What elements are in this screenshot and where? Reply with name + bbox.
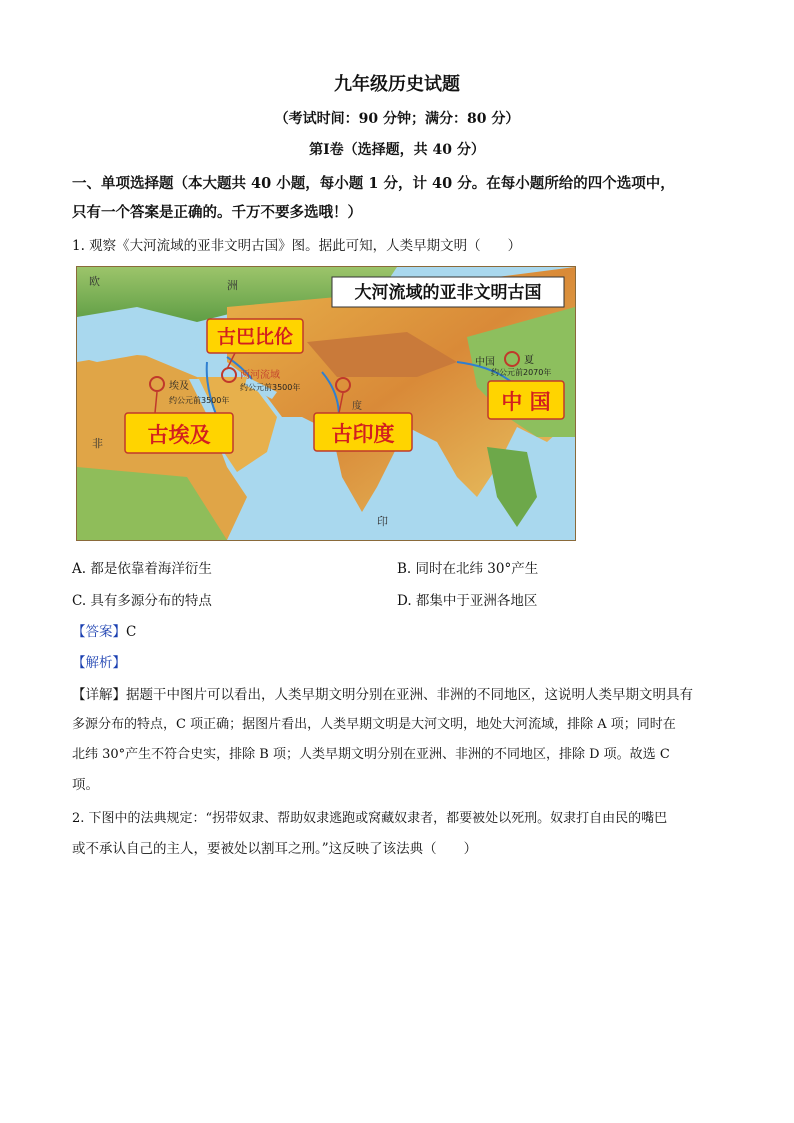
option-d: D. 都集中于亚洲各地区	[397, 593, 538, 609]
exam-info: （考试时间：90 分钟；满分：80 分）	[274, 111, 520, 127]
page-title: 九年级历史试题	[334, 74, 460, 95]
detail-line-4: 项。	[72, 777, 99, 793]
option-b: B. 同时在北纬 30°产生	[397, 561, 539, 577]
europe-label: 欧	[89, 275, 100, 288]
africa-label: 非	[92, 437, 103, 450]
egypt-small-label: 埃及	[169, 381, 189, 392]
option-a: A. 都是依靠着海洋衍生	[72, 561, 212, 577]
detail-line-3: 北纬 30°产生不符合史实，排除 B 项；人类早期文明分别在亚洲、非洲的不同地区，排除 D 项。故选 C	[72, 747, 670, 762]
question-2-stem-line-1: 2. 下图中的法典规定：“拐带奴隶、帮助奴隶逃跑或窝藏奴隶者，都要被处以死刑。奴隶打自由民的嘴巴	[72, 811, 668, 826]
answer-line	[72, 620, 136, 640]
answer-tag: 【答案】	[72, 624, 126, 640]
india-label: 古印度	[331, 422, 395, 446]
detail-tag: 【详解】	[72, 687, 126, 703]
question-1-stem: 1. 观察《大河流域的亚非文明古国》图。据此可知，人类早期文明（ ）	[72, 238, 522, 254]
india-degree-label: 度	[352, 401, 362, 412]
detail-line-2: 多源分布的特点，C 项正确；据图片看出，人类早期文明是大河文明，地处大河流域，排除 A 项；同时在	[72, 717, 676, 732]
asia-label: 洲	[227, 279, 238, 292]
china-small-label: 中国	[475, 357, 495, 368]
ancient-civilizations-map	[76, 266, 576, 541]
babylon-label: 古巴比伦	[216, 326, 294, 348]
question-2-stem-line-2: 或不承认自己的主人，要被处以割耳之刑。”这反映了该法典（ ）	[72, 841, 478, 857]
china-date-label: 约公元前2070年	[491, 368, 552, 377]
egypt-label: 古埃及	[147, 423, 211, 447]
option-c: C. 具有多源分布的特点	[72, 593, 212, 609]
rivers-label: 两河流域	[240, 370, 280, 381]
instructions-line-1: 一、单项选择题（本大题共 40 小题，每小题 1 分，计 40 分。在每小题所给的四个选项中，	[72, 175, 675, 192]
indian-ocean-label: 印	[377, 515, 388, 528]
analysis-tag: 【解析】	[72, 655, 126, 671]
detail-line-1	[72, 683, 693, 703]
xia-label: 夏	[524, 355, 534, 366]
rivers-date-label: 约公元前3500年	[240, 383, 301, 392]
detail-text-1: 据题干中图片可以看出，人类早期文明分别在亚洲、非洲的不同地区，这说明人类早期文明具有	[126, 687, 693, 703]
china-label: 中 国	[501, 390, 551, 414]
section-heading: 第Ⅰ卷（选择题，共 40 分）	[309, 142, 485, 158]
instructions-line-2: 只有一个答案是正确的。千万不要多选哦！）	[72, 204, 362, 221]
egypt-date-label: 约公元前3500年	[169, 396, 230, 405]
map-title: 大河流域的亚非文明古国	[354, 283, 542, 303]
answer-value: C	[126, 624, 137, 640]
